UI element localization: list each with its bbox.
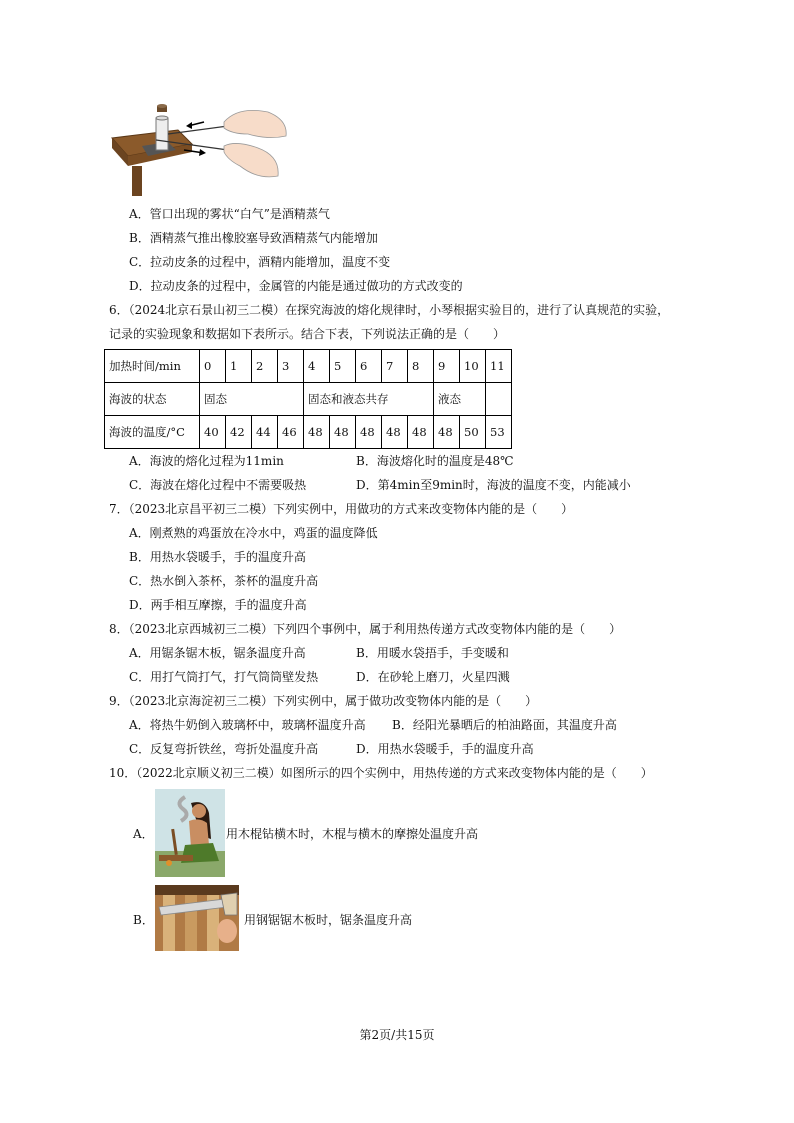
- time-cell: 7: [382, 350, 408, 383]
- table-row-temp: [105, 416, 512, 449]
- state-cell-empty: [486, 383, 512, 416]
- time-cell: 9: [434, 350, 460, 383]
- q10-option-b-letter: B．: [133, 913, 154, 927]
- q7-option-a: A．刚煮熟的鸡蛋放在冷水中，鸡蛋的温度降低: [129, 526, 378, 540]
- table-header-temp: 海波的温度/°C: [105, 416, 200, 449]
- q8-stem: 8．（2023北京西城初三二模）下列四个事例中，属于利用热传递方式改变物体内能的是（ ）: [109, 622, 622, 636]
- temp-cell: 48: [434, 416, 460, 449]
- time-cell: 3: [278, 350, 304, 383]
- q5-option-c: C．拉动皮条的过程中，酒精内能增加，温度不变: [129, 255, 391, 269]
- q10-option-a-letter: A．: [133, 827, 154, 841]
- q5-option-a: A．管口出现的雾状“白气”是酒精蒸气: [129, 207, 330, 221]
- temp-cell: 50: [460, 416, 486, 449]
- q9-option-b: B．经阳光暴晒后的柏油路面，其温度升高: [392, 718, 617, 732]
- q6-stem-line2: 记录的实验现象和数据如下表所示。结合下表，下列说法正确的是（ ）: [109, 327, 506, 341]
- fire-drill-figure: [155, 789, 225, 877]
- temp-cell: 44: [252, 416, 278, 449]
- temp-cell: 48: [356, 416, 382, 449]
- state-cell-mixed: 固态和液态共存: [304, 383, 434, 416]
- time-cell: 4: [304, 350, 330, 383]
- q7-option-c: C．热水倒入茶杯，茶杯的温度升高: [129, 574, 319, 588]
- q7-option-d: D．两手相互摩擦，手的温度升高: [129, 598, 307, 612]
- q9-stem: 9．（2023北京海淀初三二模）下列实例中，属于做功改变物体内能的是（ ）: [109, 694, 538, 708]
- q6-stem-line1: 6．（2024北京石景山初三二模）在探究海波的熔化规律时，小琴根据实验目的，进行了认真规范的实验，: [109, 303, 670, 317]
- table-header-state: 海波的状态: [105, 383, 200, 416]
- q5-option-d: D．拉动皮条的过程中，金属管的内能是通过做功的方式改变的: [129, 279, 463, 293]
- saw-wood-figure: [155, 885, 239, 951]
- q8-option-a: A．用锯条锯木板，锯条温度升高: [129, 646, 306, 660]
- q6-option-a: A．海波的熔化过程为11min: [129, 454, 284, 468]
- q8-option-d: D．在砂轮上磨刀，火星四溅: [356, 670, 510, 684]
- time-cell: 0: [200, 350, 226, 383]
- table-header-time: 加热时间/min: [105, 350, 200, 383]
- temp-cell: 46: [278, 416, 304, 449]
- q9-option-a: A．将热牛奶倒入玻璃杯中，玻璃杯温度升高: [129, 718, 366, 732]
- time-cell: 1: [226, 350, 252, 383]
- temp-cell: 48: [304, 416, 330, 449]
- q6-option-d: D．第4min至9min时，海波的温度不变，内能减小: [356, 478, 631, 492]
- temp-cell: 42: [226, 416, 252, 449]
- temp-cell: 53: [486, 416, 512, 449]
- q8-option-b: B．用暖水袋捂手，手变暖和: [356, 646, 509, 660]
- time-cell: 5: [330, 350, 356, 383]
- temp-cell: 48: [382, 416, 408, 449]
- q6-data-table: [104, 349, 512, 449]
- q7-stem: 7．（2023北京昌平初三二模）下列实例中，用做功的方式来改变物体内能的是（ ）: [109, 502, 574, 516]
- time-cell: 10: [460, 350, 486, 383]
- q9-option-c: C．反复弯折铁丝，弯折处温度升高: [129, 742, 319, 756]
- q5-option-b: B．酒精蒸气推出橡胶塞导致酒精蒸气内能增加: [129, 231, 378, 245]
- page-footer: 第2页/共15页: [359, 1028, 435, 1042]
- q6-option-c: C．海波在熔化过程中不需要吸热: [129, 478, 307, 492]
- table-row-state: [105, 383, 512, 416]
- state-cell-liquid: 液态: [434, 383, 486, 416]
- q7-option-b: B．用热水袋暖手，手的温度升高: [129, 550, 306, 564]
- time-cell: 8: [408, 350, 434, 383]
- temp-cell: 40: [200, 416, 226, 449]
- q9-option-d: D．用热水袋暖手，手的温度升高: [356, 742, 534, 756]
- time-cell: 2: [252, 350, 278, 383]
- q8-option-c: C．用打气筒打气，打气筒筒壁发热: [129, 670, 319, 684]
- q10-option-a-text: 用木棍钻横木时，木棍与横木的摩擦处温度升高: [226, 827, 479, 841]
- temp-cell: 48: [408, 416, 434, 449]
- q6-option-b: B．海波熔化时的温度是48℃: [356, 454, 514, 468]
- time-cell: 11: [486, 350, 512, 383]
- state-cell-solid: 固态: [200, 383, 304, 416]
- q10-stem: 10．（2022北京顺义初三二模）如图所示的四个实例中，用热传递的方式来改变物体内能的是（ ）: [109, 766, 653, 780]
- tube-friction-figure: [108, 100, 293, 200]
- q10-option-b-text: 用钢锯锯木板时，锯条温度升高: [244, 913, 413, 927]
- table-row-time: [105, 350, 512, 383]
- time-cell: 6: [356, 350, 382, 383]
- temp-cell: 48: [330, 416, 356, 449]
